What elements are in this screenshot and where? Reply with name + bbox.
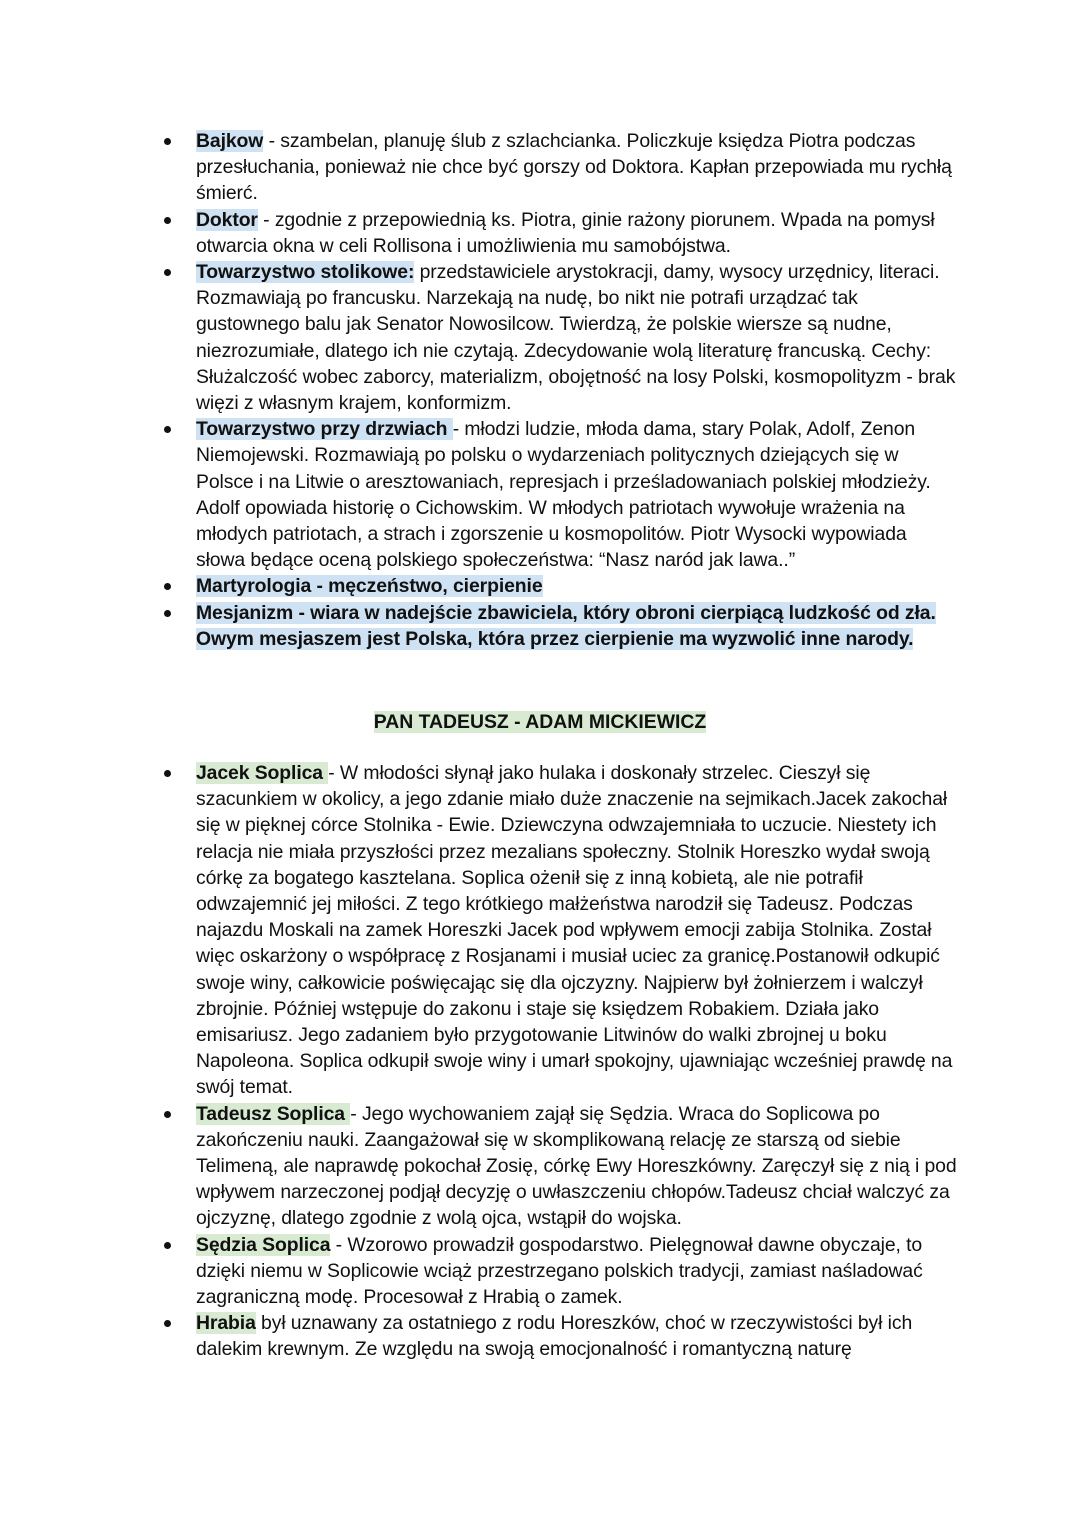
list-item-towarzystwo-przy-drzwiach <box>0 416 1080 573</box>
term-highlight: Doktor <box>196 208 258 231</box>
list-item-doktor <box>0 207 1080 259</box>
term-highlight: Martyrologia - męczeństwo, cierpienie <box>196 575 543 598</box>
list-item-jacek-soplica <box>0 760 1080 1101</box>
section-heading-text: PAN TADEUSZ - ADAM MICKIEWICZ <box>373 711 707 733</box>
term-highlight: Mesjanizm - wiara w nadejście zbawiciela, który obroni cierpiącą ludzkość od zła. Owym mesjaszem jest Polska, która przez cierpienie ma wyzwolić inne narody. <box>196 601 936 650</box>
bullet-icon <box>164 217 171 224</box>
list-item-sedzia-soplica <box>0 1232 1080 1311</box>
term-highlight: Towarzystwo stolikowe: <box>196 261 415 284</box>
list-item-mesjanizm <box>0 600 1080 652</box>
list-item-martyrologia <box>0 573 1080 599</box>
term-highlight: Tadeusz Soplica <box>196 1102 351 1125</box>
term-highlight: Sędzia Soplica <box>196 1233 331 1256</box>
bullet-icon <box>164 1111 171 1118</box>
bullet-icon <box>164 269 171 276</box>
bullet-icon <box>164 610 171 617</box>
list-item-hrabia <box>0 1310 1080 1362</box>
term-description: przedstawiciele arystokracji, damy, wysocy urzędnicy, literaci. Rozmawiają po francusku. Narzekają na nudę, bo nikt nie potrafi urządzać tak gustownego balu jak Senator Nowosilcow. Twierdzą, że polskie wiersze są nudne, niezrozumiałe, dlatego ich nie czytają. Zdecydowanie wolą literaturę francuską. Cechy: Służalczość wobec zaborcy, materializm, obojętność na losy Polski, kosmopolityzm - brak więzi z własnym krajem, konformizm. <box>196 261 956 415</box>
characters-list-pan-tadeusz <box>0 760 1080 1363</box>
term-description: - szambelan, planuję ślub z szlachcianka. Policzkuje księdza Piotra podczas przesłuchania, ponieważ nie chce być gorszy od Doktora. Kapłan przepowiada mu rychłą śmierć. <box>196 130 952 205</box>
term-description: - Jego wychowaniem zajął się Sędzia. Wraca do Soplicowa po zakończeniu nauki. Zaangażował się w skomplikowaną relację ze starszą od siebie Telimeną, ale naprawdę pokochał Zosię, córkę Ewy Horeszkówny. Zaręczył się z nią i pod wpływem narzeczonej podjął decyzję o uwłaszczeniu chłopów.Tadeusz chciał walczyć za ojczyznę, dlatego zgodnie z wolą ojca, wstąpił do wojska. <box>196 1102 957 1230</box>
characters-list-dziady <box>0 128 1080 652</box>
bullet-icon <box>164 1242 171 1249</box>
bullet-icon <box>164 426 171 433</box>
bullet-icon <box>164 138 171 145</box>
list-item-bajkow <box>0 128 1080 207</box>
term-description: - W młodości słynął jako hulaka i doskonały strzelec. Cieszył się szacunkiem w okolicy, a jego zdanie miało duże znaczenie na sejmikach.Jacek zakochał się w pięknej córce Stolnika - Ewie. Dziewczyna odwzajemniała to uczucie. Niestety ich relacja nie miała przyszłości przez mezalians społeczny. Stolnik Horeszko wydał swoją córkę za bogatego kasztelana. Soplica ożenił się z inną kobietą, ale nie potrafił odwzajemnić jej miłości. Z tego krótkiego małżeństwa narodził się Tadeusz. Podczas najazdu Moskali na zamek Horeszki Jacek pod wpływem emocji zabija Stolnika. Został więc oskarżony o współpracę z Rosjanami i musiał uciec za granicę.Postanowił odkupić swoje winy, całkowicie poświęcając się dla ojczyzny. Najpierw był żołnierzem i walczył zbrojnie. Później wstępuje do zakonu i staje się księdzem Robakiem. Działa jako emisariusz. Jego zadaniem było przygotowanie Litwinów do walki zbrojnej u boku Napoleona. Soplica odkupił swoje winy i umarł spokojny, ujawniając wcześniej prawdę na swój temat. <box>196 762 953 1099</box>
term-highlight: Bajkow <box>196 130 264 152</box>
list-item-towarzystwo-stolikowe <box>0 259 1080 416</box>
section-heading <box>0 709 1080 735</box>
term-highlight: Jacek Soplica <box>196 762 329 784</box>
term-highlight: Hrabia <box>196 1312 256 1335</box>
list-item-tadeusz-soplica <box>0 1101 1080 1232</box>
term-description: był uznawany za ostatniego z rodu Horeszków, choć w rzeczywistości był ich dalekim krewnym. Ze względu na swoją emocjonalność i romantyczną naturę <box>196 1312 913 1361</box>
term-description: - Wzorowo prowadził gospodarstwo. Pielęgnował dawne obyczaje, to dzięki niemu w Soplicowie wciąż przestrzegano polskich tradycji, zamiast naśladować zagraniczną modę. Procesował z Hrabią o zamek. <box>196 1233 923 1309</box>
bullet-icon <box>164 1320 171 1327</box>
bullet-icon <box>164 583 171 590</box>
bullet-icon <box>164 770 171 777</box>
term-highlight: Towarzystwo przy drzwiach <box>196 418 453 441</box>
term-description: - zgodnie z przepowiednią ks. Piotra, ginie rażony piorunem. Wpada na pomysł otwarcia okna w celi Rollisona i umożliwienia mu samobójstwa. <box>196 208 935 257</box>
term-description: - młodzi ludzie, młoda dama, stary Polak, Adolf, Zenon Niemojewski. Rozmawiają po polsku o wydarzeniach politycznych dziejących się w Polsce i na Litwie o aresztowaniach, represjach i prześladowaniach polskiej młodzieży. Adolf opowiada historię o Cichowskim. W młodych patriotach wywołuje wrażenia na młodych patriotach, a strach i zgorszenie u kosmopolitów. Piotr Wysocki wypowiada słowa będące oceną polskiego społeczeństwa: “Nasz naród jak lawa..” <box>196 418 931 572</box>
